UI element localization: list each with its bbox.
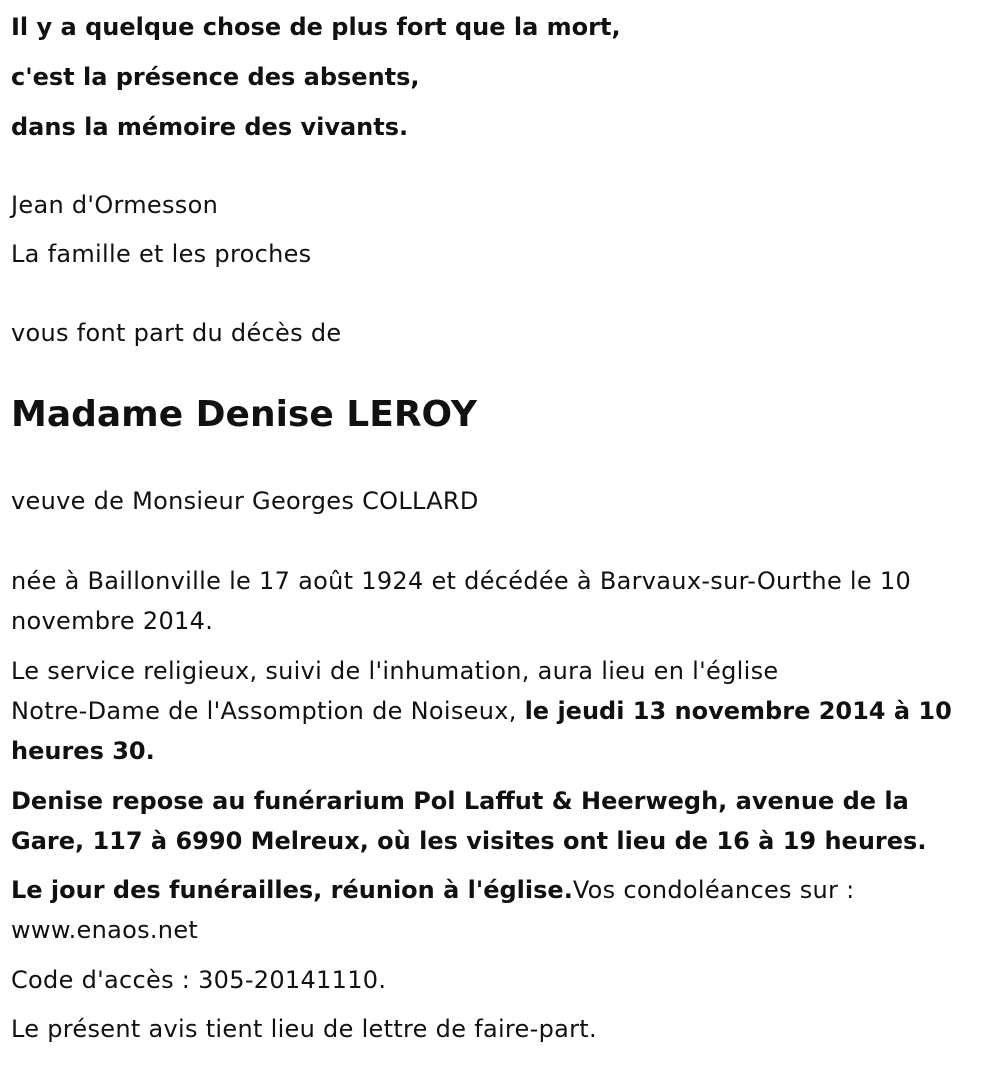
birth-death-line-2: novembre 2014. bbox=[11, 607, 214, 635]
condolences-label: Vos condoléances sur : bbox=[572, 876, 855, 904]
birth-death-paragraph bbox=[11, 561, 911, 641]
deceased-name: Madame Denise LEROY bbox=[11, 394, 477, 435]
quote-line-2: c'est la présence des absents, bbox=[11, 63, 420, 91]
funerarium-line-2: Gare, 117 à 6990 Melreux, où les visites ont lieu de 16 à 19 heures. bbox=[11, 827, 927, 855]
service-line-3: heures 30. bbox=[11, 737, 155, 765]
funeral-day-meeting: Le jour des funérailles, réunion à l'église. bbox=[11, 876, 573, 904]
quote-line-3: dans la mémoire des vivants. bbox=[11, 113, 409, 141]
funerarium-paragraph bbox=[11, 781, 926, 861]
funeral-day-line-1 bbox=[11, 870, 855, 910]
service-datetime: le jeudi 13 novembre 2014 à 10 bbox=[524, 697, 952, 725]
notice-line: Le présent avis tient lieu de lettre de faire-part. bbox=[11, 1015, 597, 1043]
condolences-website: www.enaos.net bbox=[11, 916, 199, 944]
service-location: Notre-Dame de l'Assomption de Noiseux, bbox=[11, 697, 525, 725]
service-paragraph bbox=[11, 651, 952, 771]
announcement-line: vous font part du décès de bbox=[11, 319, 342, 347]
access-code: Code d'accès : 305-20141110. bbox=[11, 966, 387, 994]
birth-death-line-1: née à Baillonville le 17 août 1924 et décédée à Barvaux-sur-Ourthe le 10 bbox=[11, 567, 912, 595]
quote-block bbox=[11, 2, 621, 152]
funerarium-line-1: Denise repose au funérarium Pol Laffut & Heerwegh, avenue de la bbox=[11, 787, 909, 815]
widow-of-line: veuve de Monsieur Georges COLLARD bbox=[11, 487, 479, 515]
family-line: La famille et les proches bbox=[11, 240, 312, 268]
service-line-1: Le service religieux, suivi de l'inhumation, aura lieu en l'église bbox=[11, 657, 779, 685]
funeral-day-paragraph bbox=[11, 870, 855, 950]
quote-author: Jean d'Ormesson bbox=[11, 191, 219, 219]
quote-line-1: Il y a quelque chose de plus fort que la mort, bbox=[11, 13, 621, 41]
service-line-2 bbox=[11, 691, 952, 731]
